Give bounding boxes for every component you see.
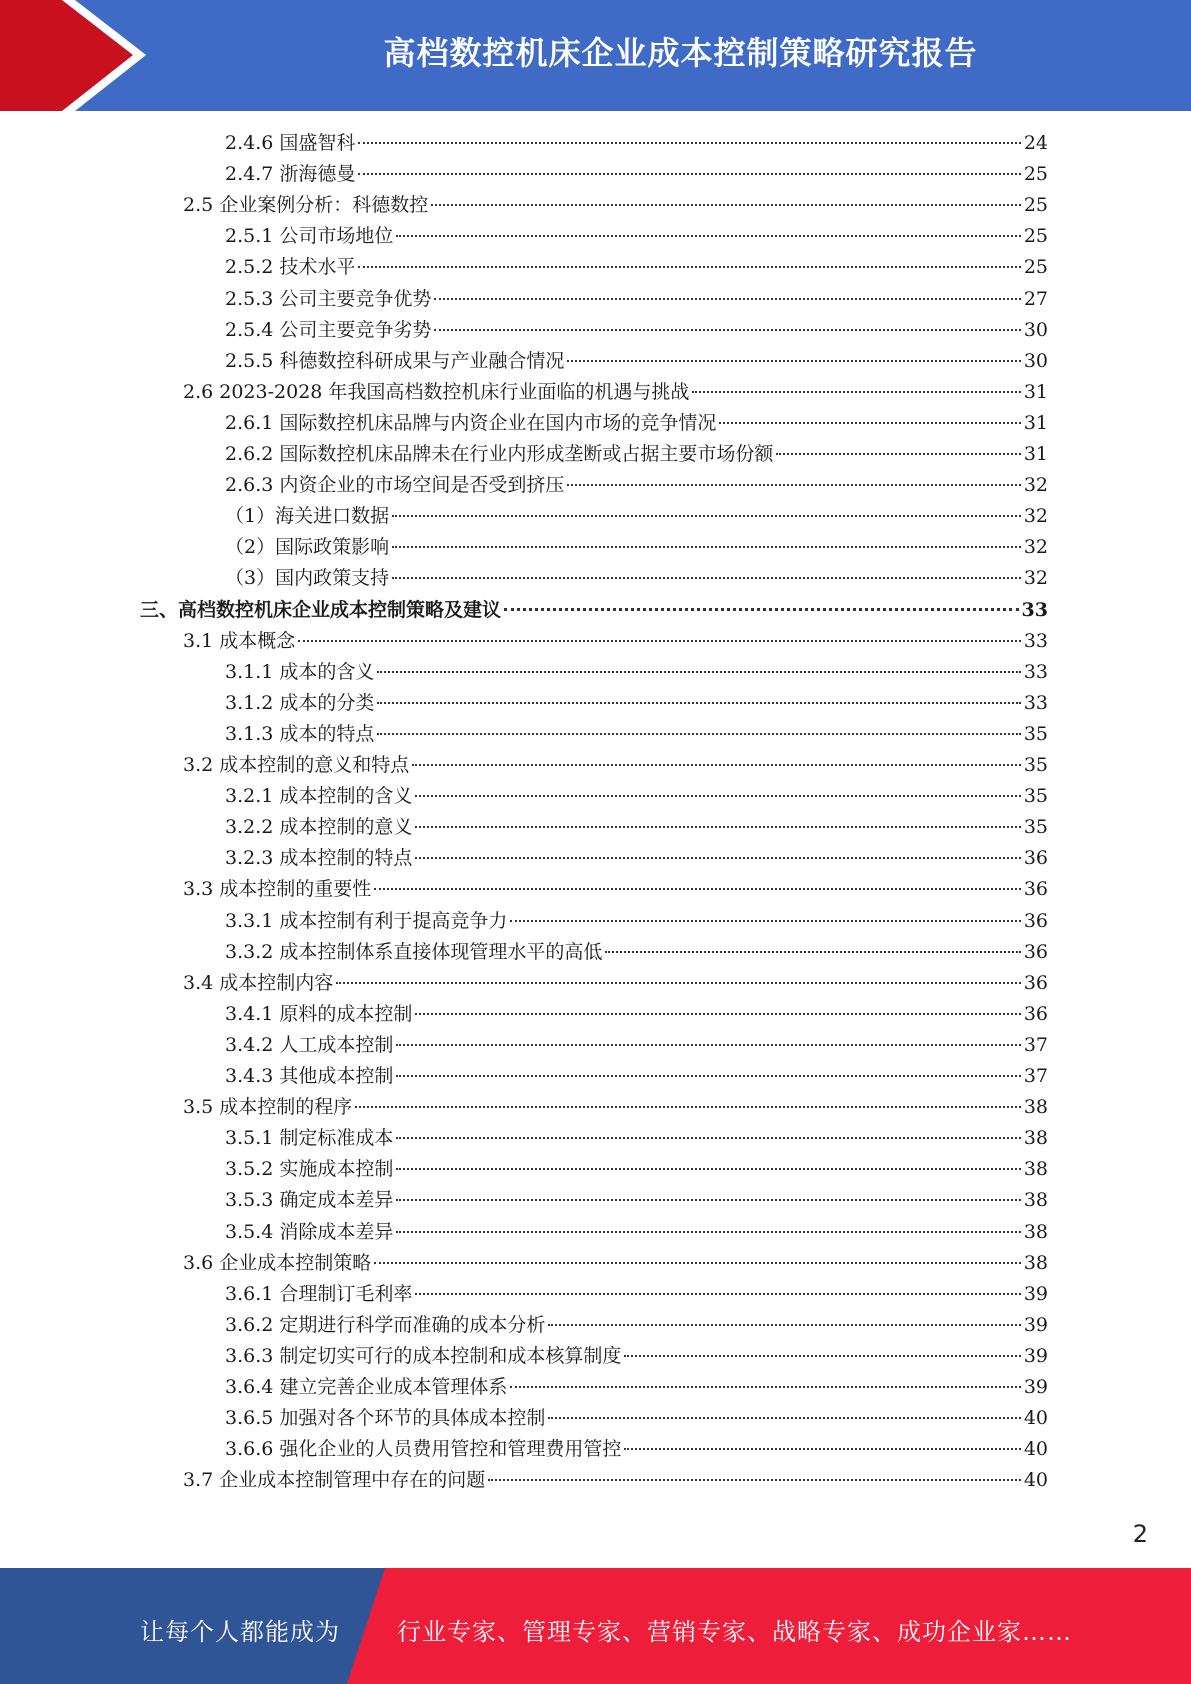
toc-entry[interactable] [225,719,1048,750]
toc-entry-title: 3.4 成本控制内容 [183,972,334,994]
toc-entry-title: 3.5.1 制定标准成本 [225,1127,394,1149]
toc-entry-title: 3.5.3 确定成本差异 [225,1189,394,1211]
toc-entry-title: 2.5 企业案例分析：科德数控 [183,194,429,216]
toc-entry-title: （3）国内政策支持 [225,567,390,589]
toc-dot-leader [624,1448,1020,1450]
toc-entry[interactable] [225,1123,1048,1154]
toc-entry[interactable] [183,626,1048,657]
toc-entry-page: 36 [1023,1003,1048,1025]
toc-entry-title: 2.5.2 技术水平 [225,256,356,278]
toc-dot-leader [776,453,1020,455]
toc-entry[interactable] [225,1030,1048,1061]
toc-entry-title: 3.2 成本控制的意义和特点 [183,754,410,776]
toc-dot-leader [719,422,1020,424]
toc-entry[interactable] [225,937,1048,968]
toc-entry[interactable] [225,408,1048,439]
toc-entry-title: 2.6.1 国际数控机床品牌与内资企业在国内市场的竞争情况 [225,412,717,434]
toc-entry-title: 3.6.5 加强对各个环节的具体成本控制 [225,1407,546,1429]
toc-entry-page: 32 [1023,505,1048,527]
toc-entry-title: 3.5 成本控制的程序 [183,1096,353,1118]
toc-entry-title: 2.6 2023-2028 年我国高档数控机床行业面临的机遇与挑战 [183,381,690,403]
toc-entry-title: 3.4.1 原料的成本控制 [225,1003,413,1025]
toc-entry-page: 36 [1023,972,1048,994]
toc-entry-title: （2）国际政策影响 [225,536,390,558]
toc-entry[interactable] [225,1372,1048,1403]
toc-entry-page: 40 [1023,1407,1048,1429]
toc-entry[interactable] [183,377,1048,408]
toc-entry-title: 3.6.2 定期进行科学而准确的成本分析 [225,1314,546,1336]
toc-entry-page: 38 [1023,1096,1048,1118]
toc-entry[interactable] [183,190,1048,221]
toc-entry[interactable] [183,1465,1048,1496]
toc-entry-page: 36 [1023,910,1048,932]
toc-entry-page: 27 [1023,288,1048,310]
toc-entry-page: 31 [1023,412,1048,434]
toc-entry-title: （1）海关进口数据 [225,505,390,527]
toc-entry[interactable] [225,252,1048,283]
toc-entry[interactable] [183,750,1048,781]
toc-entry-title: 3.1.3 成本的特点 [225,723,375,745]
toc-entry-title: 2.4.6 国盛智科 [225,132,356,154]
toc-dot-leader [488,1479,1021,1481]
toc-entry-page: 35 [1023,754,1048,776]
toc-entry-title: 3.2.1 成本控制的含义 [225,785,413,807]
toc-entry[interactable] [225,470,1048,501]
toc-entry-page: 39 [1023,1283,1048,1305]
toc-dot-leader [377,733,1020,735]
toc-dot-leader [415,795,1020,797]
toc-entry-page: 36 [1023,878,1048,900]
toc-entry-page: 24 [1023,132,1048,154]
toc-dot-leader [377,671,1020,673]
page-footer [0,1568,1191,1684]
toc-dot-leader [434,298,1020,300]
toc-dot-leader [396,1075,1020,1077]
toc-entry-page: 35 [1023,785,1048,807]
toc-dot-leader [358,266,1020,268]
toc-dot-leader [396,1044,1020,1046]
footer-slogan-left: 让每个人都能成为 [140,1618,340,1646]
toc-entry-page: 30 [1023,319,1048,341]
toc-dot-leader [692,391,1020,393]
toc-entry[interactable] [183,874,1048,905]
report-title: 高档数控机床企业成本控制策略研究报告 [383,34,978,72]
toc-dot-leader [605,951,1020,953]
toc-entry-page: 38 [1023,1252,1048,1274]
toc-dot-leader [336,982,1021,984]
toc-entry[interactable] [225,1154,1048,1185]
toc-entry[interactable] [225,128,1048,159]
toc-entry-page: 35 [1023,723,1048,745]
toc-entry[interactable] [225,657,1048,688]
toc-entry-page: 32 [1023,567,1048,589]
toc-entry-page: 39 [1023,1345,1048,1367]
toc-dot-leader [434,329,1020,331]
header-arrow-graphic [0,0,160,111]
toc-dot-leader [510,920,1020,922]
toc-entry-page: 39 [1023,1376,1048,1398]
toc-entry[interactable] [225,1217,1048,1248]
toc-dot-leader [392,546,1021,548]
toc-entry[interactable] [225,1061,1048,1092]
toc-entry[interactable] [225,221,1048,252]
toc-entry-title: 3.4.2 人工成本控制 [225,1034,394,1056]
toc-entry-page: 25 [1023,194,1048,216]
toc-entry-title: 3.3.2 成本控制体系直接体现管理水平的高低 [225,941,603,963]
toc-entry[interactable] [225,284,1048,315]
toc-entry-page: 33 [1021,599,1048,621]
footer-slogan-right: 行业专家、管理专家、营销专家、战略专家、成功企业家…… [397,1618,1072,1646]
toc-entry-title: 3.1.1 成本的含义 [225,661,375,683]
toc-entry[interactable] [225,439,1048,470]
toc-dot-leader [374,1262,1021,1264]
toc-entry-title: 3.3.1 成本控制有利于提高竞争力 [225,910,508,932]
toc-entry-title: 2.4.7 浙海德曼 [225,163,356,185]
toc-entry-page: 39 [1023,1314,1048,1336]
toc-entry[interactable] [225,1434,1048,1465]
toc-entry-title: 3.6.6 强化企业的人员费用管控和管理费用管控 [225,1438,622,1460]
toc-entry[interactable] [225,1185,1048,1216]
toc-entry-title: 3.1.2 成本的分类 [225,692,375,714]
page-header [0,0,1191,111]
toc-dot-leader [358,142,1020,144]
toc-entry[interactable] [225,812,1048,843]
toc-dot-leader [548,1324,1020,1326]
toc-entry-page: 33 [1023,661,1048,683]
toc-entry-page: 32 [1023,536,1048,558]
toc-dot-leader [431,204,1021,206]
toc-entry[interactable] [225,501,1048,532]
toc-dot-leader [504,608,1019,611]
toc-entry-page: 40 [1023,1469,1048,1491]
toc-entry[interactable] [183,968,1048,999]
toc-entry-page: 38 [1023,1221,1048,1243]
toc-entry-title: 3.3 成本控制的重要性 [183,878,372,900]
toc-entry[interactable] [225,315,1048,346]
toc-entry[interactable] [225,1341,1048,1372]
toc-entry-page: 31 [1023,443,1048,465]
toc-entry-title: 2.6.2 国际数控机床品牌未在行业内形成垄断或占据主要市场份额 [225,443,774,465]
toc-entry-title: 3.5.2 实施成本控制 [225,1158,394,1180]
toc-entry-page: 33 [1023,692,1048,714]
toc-entry-page: 36 [1023,941,1048,963]
toc-dot-leader [415,857,1020,859]
toc-dot-leader [392,515,1021,517]
toc-entry-page: 33 [1023,630,1048,652]
toc-dot-leader [396,1199,1020,1201]
toc-entry-page: 31 [1023,381,1048,403]
toc-dot-leader [396,1137,1020,1139]
toc-dot-leader [412,764,1021,766]
toc-entry[interactable] [225,1403,1048,1434]
toc-entry-title: 3.2.2 成本控制的意义 [225,816,413,838]
toc-dot-leader [392,577,1021,579]
toc-dot-leader [358,173,1020,175]
toc-entry[interactable] [140,595,1048,626]
toc-dot-leader [396,1168,1020,1170]
toc-entry[interactable] [183,1248,1048,1279]
toc-dot-leader [624,1355,1020,1357]
toc-entry-title: 3.1 成本概念 [183,630,296,652]
toc-entry-title: 3.2.3 成本控制的特点 [225,847,413,869]
toc-entry-page: 25 [1023,225,1048,247]
page-number: 2 [1132,1520,1148,1548]
toc-entry[interactable] [225,346,1048,377]
toc-entry-page: 38 [1023,1127,1048,1149]
toc-entry[interactable] [225,1310,1048,1341]
toc-entry-page: 40 [1023,1438,1048,1460]
toc-entry[interactable] [225,843,1048,874]
toc-entry-page: 38 [1023,1189,1048,1211]
toc-entry[interactable] [225,906,1048,937]
toc-dot-leader [415,1013,1020,1015]
toc-entry-title: 2.5.5 科德数控科研成果与产业融合情况 [225,350,565,372]
toc-entry-page: 37 [1023,1034,1048,1056]
toc-entry-title: 3.6.4 建立完善企业成本管理体系 [225,1376,508,1398]
toc-entry-page: 25 [1023,256,1048,278]
toc-entry-title: 2.6.3 内资企业的市场空间是否受到挤压 [225,474,565,496]
toc-dot-leader [374,888,1021,890]
toc-entry-title: 3.4.3 其他成本控制 [225,1065,394,1087]
toc-dot-leader [567,484,1020,486]
toc-entry-title: 3.5.4 消除成本差异 [225,1221,394,1243]
toc-entry[interactable] [225,999,1048,1030]
toc-dot-leader [298,640,1021,642]
toc-entry-page: 25 [1023,163,1048,185]
toc-entry-title: 3.6 企业成本控制策略 [183,1252,372,1274]
toc-dot-leader [396,1231,1020,1233]
toc-entry-title: 三、高档数控机床企业成本控制策略及建议 [140,599,502,621]
toc-dot-leader [510,1386,1020,1388]
toc-entry[interactable] [225,563,1048,594]
toc-entry[interactable] [225,781,1048,812]
toc-entry[interactable] [225,532,1048,563]
toc-entry-page: 30 [1023,350,1048,372]
toc-entry-page: 32 [1023,474,1048,496]
toc-dot-leader [415,826,1020,828]
toc-dot-leader [377,702,1020,704]
toc-entry-title: 3.7 企业成本控制管理中存在的问题 [183,1469,486,1491]
toc-dot-leader [415,1293,1020,1295]
toc-entry-page: 35 [1023,816,1048,838]
toc-entry[interactable] [225,688,1048,719]
toc-entry[interactable] [183,1092,1048,1123]
toc-entry-title: 2.5.3 公司主要竞争优势 [225,288,432,310]
toc-entry-title: 2.5.1 公司市场地位 [225,225,394,247]
toc-dot-leader [396,235,1020,237]
toc-entry-title: 3.6.3 制定切实可行的成本控制和成本核算制度 [225,1345,622,1367]
toc-entry-page: 38 [1023,1158,1048,1180]
toc-entry-page: 36 [1023,847,1048,869]
toc-dot-leader [548,1417,1020,1419]
toc-entry[interactable] [225,1279,1048,1310]
toc-entry-page: 37 [1023,1065,1048,1087]
toc-entry[interactable] [225,159,1048,190]
toc-entry-title: 2.5.4 公司主要竞争劣势 [225,319,432,341]
toc-entry-title: 3.6.1 合理制订毛利率 [225,1283,413,1305]
toc-dot-leader [355,1106,1021,1108]
toc-dot-leader [567,360,1020,362]
